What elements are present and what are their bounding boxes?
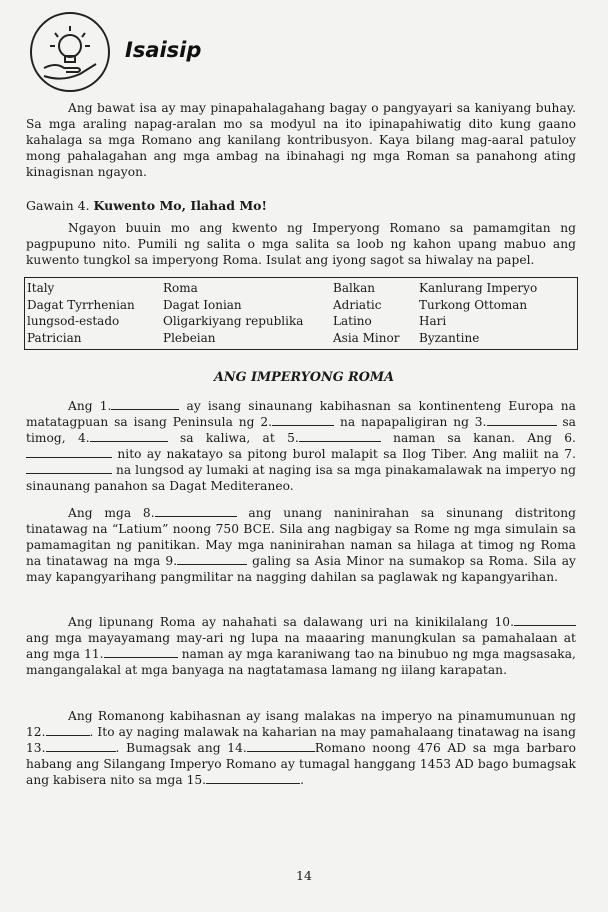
- answer-blank-13[interactable]: [46, 740, 116, 752]
- word-bank-item: Byzantine: [419, 330, 480, 345]
- section-title: Isaisip: [125, 38, 202, 62]
- word-bank-item: Turkong Ottoman: [419, 297, 528, 312]
- story-title: ANG IMPERYONG ROMA: [213, 370, 395, 385]
- answer-blank-15[interactable]: [206, 772, 300, 784]
- word-bank-item: Roma: [163, 281, 198, 296]
- word-bank-item: Dagat Ionian: [163, 297, 242, 312]
- word-bank-row: [27, 280, 569, 297]
- activity-title: Kuwento Mo, Ilahad Mo!: [93, 198, 267, 213]
- word-bank-item: Plebeian: [163, 330, 216, 345]
- answer-blank-7[interactable]: [26, 462, 112, 474]
- answer-blank-8[interactable]: [155, 505, 237, 517]
- word-bank-row: [27, 330, 569, 347]
- word-bank-item: Latino: [333, 314, 372, 329]
- answer-blank-6[interactable]: [26, 446, 112, 458]
- word-bank-item: lungsod-estado: [27, 314, 120, 329]
- lightbulb-hand-icon: [28, 10, 112, 94]
- word-bank-row: [27, 297, 569, 314]
- answer-blank-1[interactable]: [111, 398, 179, 410]
- word-bank-item: Balkan: [333, 281, 375, 296]
- word-bank-item: Patrician: [27, 330, 82, 345]
- word-bank-item: Dagat Tyrrhenian: [27, 297, 135, 312]
- activity-label: Gawain 4.: [26, 198, 90, 213]
- answer-blank-3[interactable]: [487, 414, 557, 426]
- story-paragraph-4: Ang Romanong kabihasnan ay isang malakas na imperyo na pinamumunuan ng 12. . Ito ay naging malawak na kaharian na may pamahalaang tinatawag na isang 13. . Bumagsak ang 14. Romano noong 476 AD sa mga barbaro habang ang Silangang Imperyo Romano ay tumagal hanggang 1453 AD bago bumagsak ang kabisera nito sa mga 15. .: [26, 709, 577, 787]
- story-paragraph-1: Ang 1. ay isang sinaunang kabihasnan sa kontinenteng Europa na matatagpuan sa isang Peninsula ng 2. na napapaligiran ng 3. sa timog, 4. sa kaliwa, at 5. naman sa kanan. Ang 6. nito ay nakatayo sa pitong burol malapit sa Ilog Tiber. Ang maliit na 7. na lungsod ay lumaki at naging isa sa mga pinakamalawak na imperyo ng sinaunang panahon sa Dagat Mediteraneo.: [26, 399, 576, 493]
- intro-paragraph: Ang bawat isa ay may pinapahalagahang bagay o pangyayari sa kaniyang buhay. Sa mga araling napag-aralan mo sa modyul na ito ipinapahiwatig dito kung gaano kahalaga sa mga Romano ang kanilang kontribusyon. Kaya bilang mag-aaral patuloy mong pahalagahan ang mga ambag na ibinahagi ng mga Roman sa panahong ating kinagisnan ngayon.: [26, 101, 576, 179]
- answer-blank-5[interactable]: [299, 430, 381, 442]
- answer-blank-9[interactable]: [177, 553, 247, 565]
- answer-blank-4[interactable]: [90, 430, 168, 442]
- word-bank: [24, 277, 578, 350]
- word-bank-item: Hari: [419, 314, 447, 329]
- answer-blank-12[interactable]: [46, 724, 90, 736]
- word-bank-item: Kanlurang Imperyo: [419, 281, 538, 296]
- activity-instructions: Ngayon buuin mo ang kwento ng Imperyong Romano sa pamamgitan ng pagpupuno nito. Pumili ng salita o mga salita sa loob ng kahon upang mabuo ang kuwento tungkol sa imperyong Roma. Isulat ang iyong sagot sa hiwalay na papel.: [26, 221, 576, 267]
- activity-heading: [26, 198, 267, 213]
- word-bank-item: Adriatic: [333, 297, 382, 312]
- page-number: 14: [296, 868, 312, 883]
- answer-blank-10[interactable]: [514, 614, 576, 626]
- answer-blank-14[interactable]: [247, 740, 315, 752]
- story-paragraph-2: Ang mga 8. ang unang naninirahan sa sinunang distritong tinatawag na “Latium” noong 750 BCE. Sila ang nagbigay sa Rome ng mga simulain sa pamamagitan ng panitikan. May mga naninirahan naman sa hilaga at timog ng Roma na tinatawag na mga 9. galing sa Asia Minor na sumakop sa Roma. Sila ay may kapangyarihang pangmilitar na nagging dahilan sa paglawak ng kapangyarihan.: [26, 506, 576, 584]
- word-bank-item: Oligarkiyang republika: [163, 314, 304, 329]
- word-bank-row: [27, 313, 569, 330]
- story-paragraph-3: Ang lipunang Roma ay nahahati sa dalawang uri na kinikilalang 10. ang mga mayayamang may-ari ng lupa na maaaring manungkulan sa pamahalaan at ang mga 11. naman ay mga karaniwang tao na binubuo ng mga magsasaka, mangangalakal at mga banyaga na nagtatamasa lamang ng iilang karapatan.: [26, 615, 576, 677]
- word-bank-item: Italy: [27, 281, 55, 296]
- answer-blank-11[interactable]: [104, 646, 178, 658]
- answer-blank-2[interactable]: [272, 414, 334, 426]
- word-bank-item: Asia Minor: [333, 330, 400, 345]
